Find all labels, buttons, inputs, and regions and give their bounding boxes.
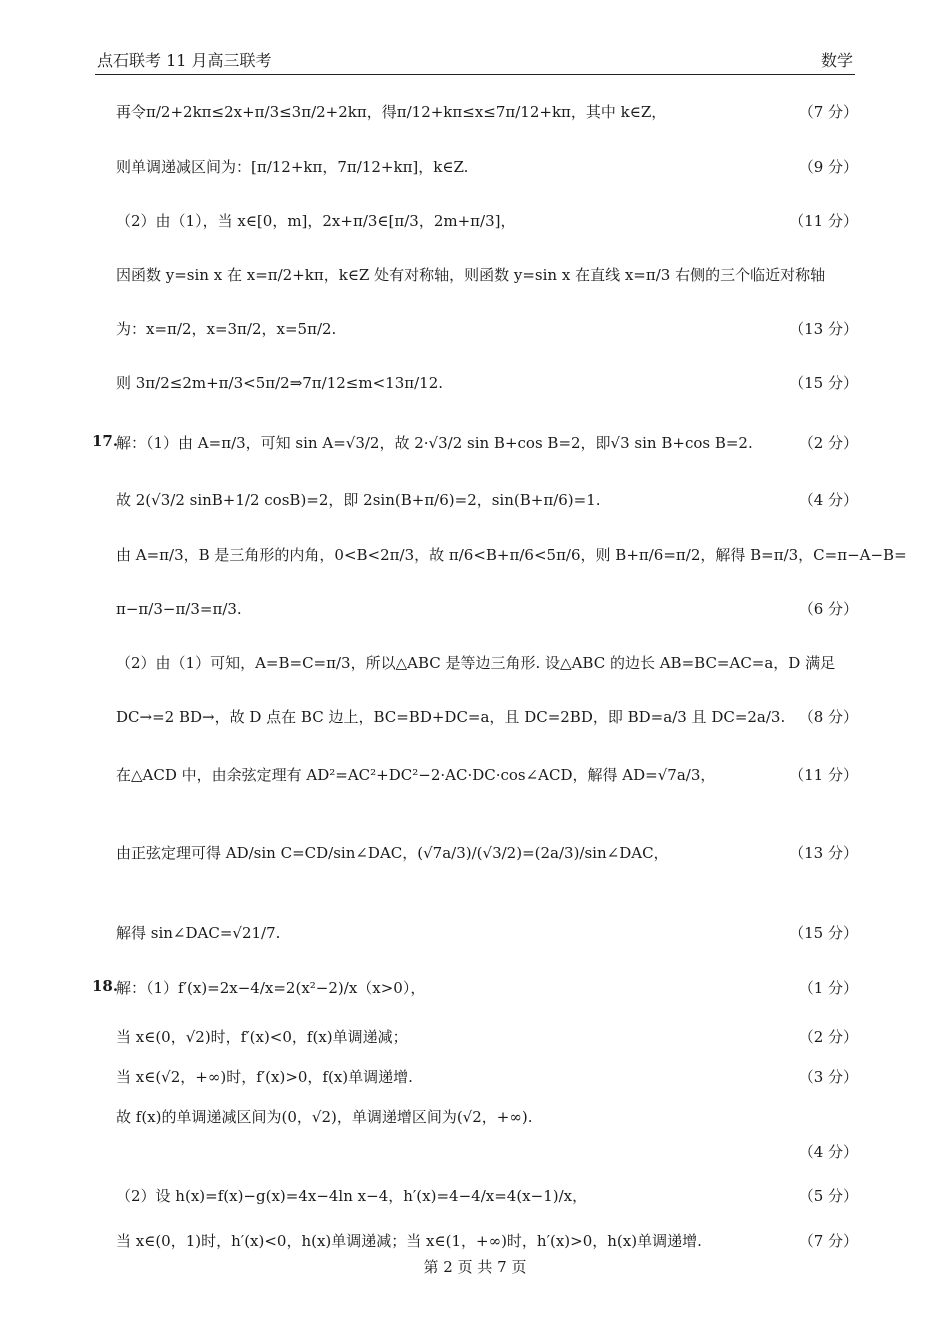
score: （6 分） — [798, 600, 858, 618]
score: （11 分） — [789, 212, 858, 230]
score: （8 分） — [798, 708, 858, 726]
score: （2 分） — [798, 434, 858, 452]
score: （15 分） — [789, 374, 858, 392]
question-number-17: 17. — [92, 432, 119, 450]
score: （9 分） — [798, 158, 858, 176]
page-footer: 第 2 页 共 7 页 — [423, 1258, 527, 1276]
score: （7 分） — [798, 1232, 858, 1250]
score: （11 分） — [789, 766, 858, 784]
score: （7 分） — [798, 103, 858, 121]
score: （4 分） — [798, 1143, 858, 1161]
score: （2 分） — [798, 1028, 858, 1046]
score: （5 分） — [798, 1187, 858, 1205]
score: （13 分） — [789, 320, 858, 338]
page-header — [95, 40, 855, 75]
score: （3 分） — [798, 1068, 858, 1086]
score: （1 分） — [798, 979, 858, 997]
score: （15 分） — [789, 924, 858, 942]
question-number-18: 18. — [92, 977, 119, 995]
subject-label: 数学 — [820, 51, 853, 70]
score: （4 分） — [798, 491, 858, 509]
exam-title: 点石联考 11 月高三联考 — [97, 51, 272, 70]
score: （13 分） — [789, 844, 858, 862]
